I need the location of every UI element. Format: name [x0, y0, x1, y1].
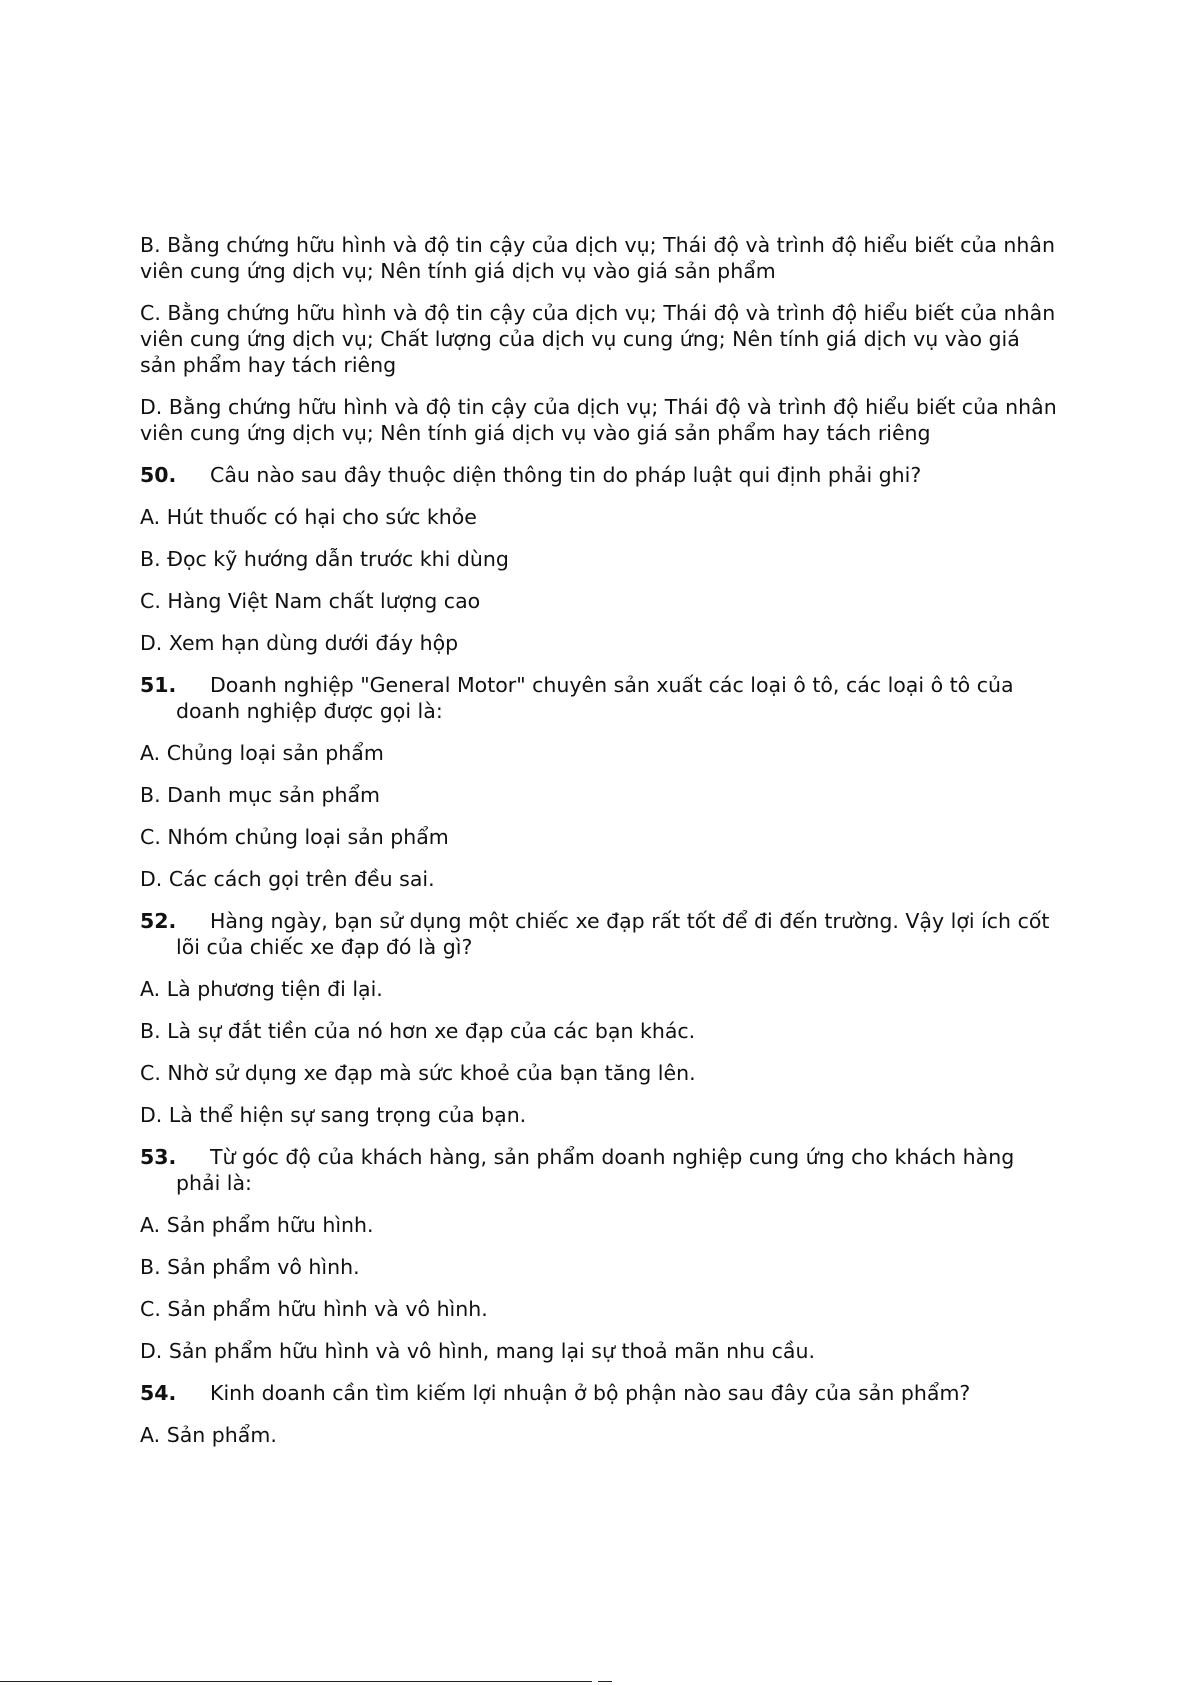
document-page [140, 232, 1060, 1464]
answer-option: A. Sản phẩm hữu hình. [140, 1213, 374, 1237]
answer-option: D. Các cách gọi trên đều sai. [140, 867, 435, 891]
answer-option: C. Hàng Việt Nam chất lượng cao [140, 589, 481, 613]
question-53 [140, 1144, 1060, 1196]
answer-option: D. Xem hạn dùng dưới đáy hộp [140, 631, 459, 655]
question-50 [140, 462, 1060, 488]
answer-option: A. Sản phẩm. [140, 1423, 277, 1447]
question-number: 50. [140, 463, 177, 487]
question-text: Hàng ngày, bạn sử dụng một chiếc xe đạp rất tốt để đi đến trường. Vậy lợi ích cốt lõi của chiếc xe đạp đó là gì? [176, 909, 1050, 959]
answer-option: C. Nhóm chủng loại sản phẩm [140, 825, 449, 849]
question-text: Doanh nghiệp "General Motor" chuyên sản xuất các loại ô tô, các loại ô tô của doanh nghiệp được gọi là: [176, 673, 1014, 723]
question-52 [140, 908, 1060, 960]
answer-option: B. Danh mục sản phẩm [140, 783, 380, 807]
question-number: 52. [140, 909, 177, 933]
footer-divider [0, 1681, 592, 1682]
answer-option: B. Đọc kỹ hướng dẫn trước khi dùng [140, 547, 509, 571]
answer-option: B. Sản phẩm vô hình. [140, 1255, 360, 1279]
question-text: Kinh doanh cần tìm kiếm lợi nhuận ở bộ phận nào sau đây của sản phẩm? [210, 1381, 971, 1405]
question-text: Từ góc độ của khách hàng, sản phẩm doanh nghiệp cung ứng cho khách hàng phải là: [176, 1145, 1015, 1195]
question-54 [140, 1380, 1060, 1406]
answer-option: D. Sản phẩm hữu hình và vô hình, mang lại sự thoả mãn nhu cầu. [140, 1339, 815, 1363]
option-prev-d: D. Bằng chứng hữu hình và độ tin cậy của dịch vụ; Thái độ và trình độ hiểu biết của nhân viên cung ứng dịch vụ; Nên tính giá dịch vụ vào giá sản phẩm hay tách riêng [140, 395, 1057, 445]
question-number: 54. [140, 1381, 177, 1405]
option-prev-c: C. Bằng chứng hữu hình và độ tin cậy của dịch vụ; Thái độ và trình độ hiểu biết của nhân viên cung ứng dịch vụ; Chất lượng của dịch vụ cung ứng; Nên tính giá dịch vụ vào giá sản phẩm hay tách riêng [140, 301, 1056, 377]
answer-option: D. Là thể hiện sự sang trọng của bạn. [140, 1103, 527, 1127]
answer-option: A. Hút thuốc có hại cho sức khỏe [140, 505, 477, 529]
answer-option: C. Nhờ sử dụng xe đạp mà sức khoẻ của bạn tăng lên. [140, 1061, 696, 1085]
question-text: Câu nào sau đây thuộc diện thông tin do pháp luật qui định phải ghi? [210, 463, 922, 487]
answer-option: C. Sản phẩm hữu hình và vô hình. [140, 1297, 488, 1321]
question-number: 51. [140, 673, 177, 697]
option-prev-b: B. Bằng chứng hữu hình và độ tin cậy của dịch vụ; Thái độ và trình độ hiểu biết của nhân viên cung ứng dịch vụ; Nên tính giá dịch vụ vào giá sản phẩm [140, 233, 1055, 283]
question-number: 53. [140, 1145, 177, 1169]
question-51 [140, 672, 1060, 724]
answer-option: A. Chủng loại sản phẩm [140, 741, 384, 765]
answer-option: A. Là phương tiện đi lại. [140, 977, 383, 1001]
footer-divider-short [598, 1681, 612, 1682]
answer-option: B. Là sự đắt tiền của nó hơn xe đạp của các bạn khác. [140, 1019, 696, 1043]
